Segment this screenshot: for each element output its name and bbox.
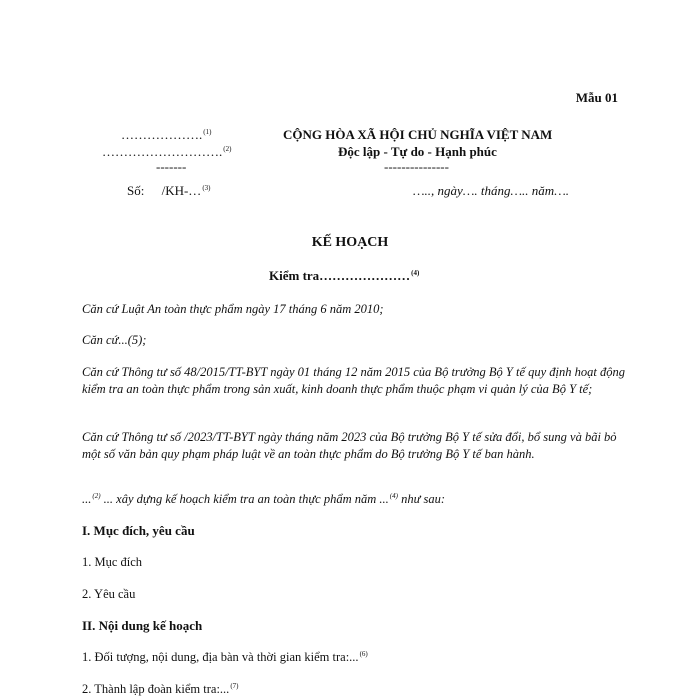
left-divider: -------	[156, 159, 187, 174]
authority-placeholder: ……………….	[121, 127, 203, 142]
footnote-ref: (3)	[202, 184, 211, 192]
legal-basis-1: Căn cứ Luật An toàn thực phẩm ngày 17 tháng 6 năm 2010;	[82, 302, 384, 316]
national-motto: Độc lập - Tự do - Hạnh phúc	[338, 144, 497, 159]
footnote-ref: (4)	[411, 269, 420, 277]
section-2-item-scope	[82, 650, 368, 665]
form-code: Mẫu 01	[575, 90, 618, 105]
footnote-ref: (6)	[359, 650, 368, 658]
subtitle-text: Kiểm tra…………………	[269, 268, 411, 283]
legal-basis-4: Căn cứ Thông tư số /2023/TT-BYT ngày tháng năm 2023 của Bộ trưởng Bộ Y tế sửa đổi, bổ sung và bãi bỏ một số văn bản quy phạm pháp luật về an toàn thực phẩm do Bộ trưởng Bộ Y tế ban hành.	[82, 430, 617, 461]
section-1-heading: I. Mục đích, yêu cầu	[82, 523, 195, 538]
intro-prefix: ...	[82, 492, 92, 506]
footnote-ref: (2)	[92, 492, 101, 500]
scope-text: 1. Đối tượng, nội dung, địa bàn và thời gian kiểm tra:...	[82, 650, 359, 664]
unit-placeholder: ……………………….	[102, 144, 223, 159]
section-1-item-purpose: 1. Mục đích	[82, 555, 143, 569]
document-number	[127, 183, 210, 199]
team-text: 2. Thành lập đoàn kiểm tra:...	[82, 682, 230, 696]
footnote-ref: (7)	[230, 682, 239, 690]
footnote-ref: (2)	[223, 145, 232, 153]
number-value: /KH-…	[161, 183, 202, 198]
right-divider: ---------------	[384, 159, 449, 174]
section-2-item-team	[82, 682, 238, 697]
intro-statement	[82, 491, 627, 508]
document-subtitle	[269, 268, 419, 284]
intro-suffix: như sau:	[397, 492, 446, 506]
issuing-unit-line	[102, 144, 231, 160]
footnote-ref: (4)	[389, 492, 398, 500]
intro-middle: ... xây dựng kế hoạch kiểm tra an toàn thực phẩm năm ...	[100, 492, 389, 506]
section-1-item-requirements: 2. Yêu cầu	[82, 587, 136, 601]
document-title: KẾ HOẠCH	[311, 235, 389, 250]
number-label: Số:	[127, 183, 145, 198]
country-name: CỘNG HÒA XÃ HỘI CHỦ NGHĨA VIỆT NAM	[283, 127, 553, 142]
section-2-heading: II. Nội dung kế hoạch	[82, 618, 203, 633]
legal-basis-3: Căn cứ Thông tư số 48/2015/TT-BYT ngày 01 tháng 12 năm 2015 của Bộ trưởng Bộ Y tế quy định hoạt động kiểm tra an toàn thực phẩm trong sản xuất, kinh doanh thực phẩm thuộc phạm vi quản lý của Bộ Y tế;	[82, 365, 625, 396]
issuing-authority-line	[121, 127, 211, 143]
footnote-ref: (1)	[203, 128, 212, 136]
legal-basis-2: Căn cứ...(5);	[82, 333, 147, 347]
place-date-line: ….., ngày…. tháng….. năm….	[413, 183, 570, 198]
